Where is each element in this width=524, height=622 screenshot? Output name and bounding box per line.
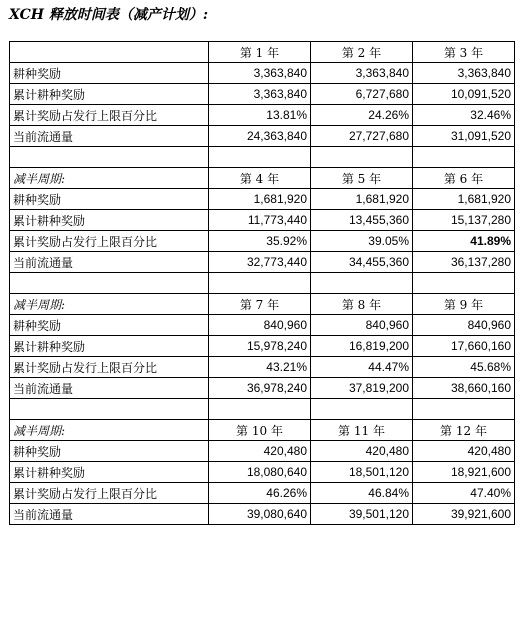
table-cell: 43.21% [209,357,311,378]
year-label: 第 11 年 [311,420,413,441]
table-cell: 36,137,280 [413,252,515,273]
table-row [10,378,515,399]
table-cell: 420,480 [311,441,413,462]
row-label: 累计奖励占发行上限百分比 [10,105,209,126]
year-header-row [10,42,515,63]
table-row [10,504,515,525]
table-cell: 10,091,520 [413,84,515,105]
table-cell: 31,091,520 [413,126,515,147]
table-cell: 34,455,360 [311,252,413,273]
year-label: 第 7 年 [209,294,311,315]
table-cell: 46.26% [209,483,311,504]
row-label: 累计耕种奖励 [10,462,209,483]
table-cell: 36,978,240 [209,378,311,399]
year-label: 第 8 年 [311,294,413,315]
table-cell: 420,480 [413,441,515,462]
row-label: 累计奖励占发行上限百分比 [10,357,209,378]
table-row [10,105,515,126]
table-row [10,63,515,84]
page-title: XCH 释放时间表（减产计划）: [9,7,209,23]
year-label: 第 1 年 [209,42,311,63]
year-label: 第 4 年 [209,168,311,189]
table-row [10,336,515,357]
table-cell: 1,681,920 [413,189,515,210]
year-label: 第 6 年 [413,168,515,189]
year-label: 第 3 年 [413,42,515,63]
table-cell: 18,080,640 [209,462,311,483]
table-cell: 47.40% [413,483,515,504]
table-cell: 16,819,200 [311,336,413,357]
table-cell: 39,501,120 [311,504,413,525]
table-cell: 32.46% [413,105,515,126]
table-cell: 18,501,120 [311,462,413,483]
table-row [10,84,515,105]
row-label: 耕种奖励 [10,315,209,336]
row-label: 耕种奖励 [10,189,209,210]
year-label: 第 5 年 [311,168,413,189]
table-row [10,315,515,336]
row-label: 耕种奖励 [10,441,209,462]
table-row [10,483,515,504]
year-label: 第 9 年 [413,294,515,315]
table-cell: 37,819,200 [311,378,413,399]
row-label: 当前流通量 [10,378,209,399]
table-cell: 32,773,440 [209,252,311,273]
table-row [10,441,515,462]
row-label: 累计耕种奖励 [10,210,209,231]
row-label: 累计奖励占发行上限百分比 [10,231,209,252]
table-cell: 840,960 [209,315,311,336]
table-cell: 15,137,280 [413,210,515,231]
year-label: 第 12 年 [413,420,515,441]
table-cell: 11,773,440 [209,210,311,231]
year-label: 第 10 年 [209,420,311,441]
table-cell: 3,363,840 [413,63,515,84]
period-label: 减半周期: [10,420,209,441]
table-cell: 39,080,640 [209,504,311,525]
table-cell: 39.05% [311,231,413,252]
table-cell-highlight: 41.89% [413,231,515,252]
spacer-row [10,147,515,168]
table-cell: 45.68% [413,357,515,378]
row-label: 累计奖励占发行上限百分比 [10,483,209,504]
table-cell: 35.92% [209,231,311,252]
release-schedule-table [9,41,515,525]
spacer-row [10,399,515,420]
table-cell: 13.81% [209,105,311,126]
row-label: 当前流通量 [10,504,209,525]
table-cell: 420,480 [209,441,311,462]
row-label: 当前流通量 [10,126,209,147]
row-label: 累计耕种奖励 [10,84,209,105]
spacer-row [10,273,515,294]
table-cell: 6,727,680 [311,84,413,105]
table-cell: 17,660,160 [413,336,515,357]
table-row [10,189,515,210]
table-row [10,357,515,378]
table-cell: 18,921,600 [413,462,515,483]
row-label: 当前流通量 [10,252,209,273]
period-label: 减半周期: [10,294,209,315]
table-cell: 39,921,600 [413,504,515,525]
table-cell: 840,960 [413,315,515,336]
year-header-row [10,294,515,315]
table-cell: 3,363,840 [209,63,311,84]
year-header-row [10,168,515,189]
table-cell: 44.47% [311,357,413,378]
table-cell: 13,455,360 [311,210,413,231]
period-label [10,42,209,63]
table-row [10,231,515,252]
period-label: 减半周期: [10,168,209,189]
table-cell: 1,681,920 [209,189,311,210]
year-header-row [10,420,515,441]
table-cell: 840,960 [311,315,413,336]
table-cell: 38,660,160 [413,378,515,399]
table-row [10,126,515,147]
table-cell: 1,681,920 [311,189,413,210]
year-label: 第 2 年 [311,42,413,63]
table-cell: 27,727,680 [311,126,413,147]
table-cell: 3,363,840 [311,63,413,84]
table-cell: 15,978,240 [209,336,311,357]
table-row [10,462,515,483]
table-row [10,252,515,273]
row-label: 耕种奖励 [10,63,209,84]
table-cell: 46.84% [311,483,413,504]
table-cell: 24.26% [311,105,413,126]
table-cell: 3,363,840 [209,84,311,105]
row-label: 累计耕种奖励 [10,336,209,357]
table-cell: 24,363,840 [209,126,311,147]
table-row [10,210,515,231]
